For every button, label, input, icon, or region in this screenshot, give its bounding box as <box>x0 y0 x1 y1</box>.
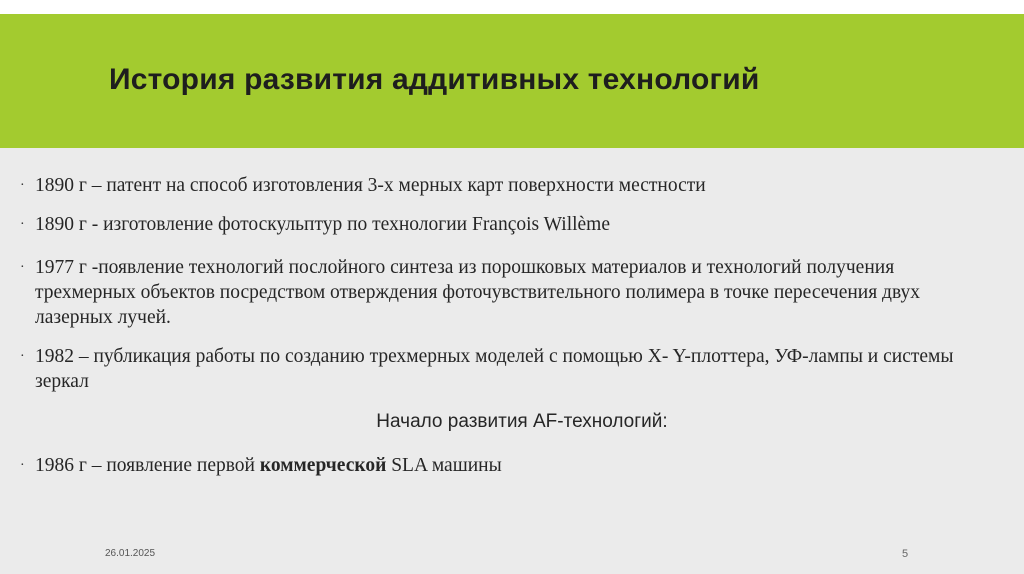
bullet-marker: · <box>20 260 25 275</box>
last-item-bold: коммерческой <box>259 455 387 476</box>
list-item-text <box>35 453 980 478</box>
subheading: Начало развития AF-технологий: <box>376 411 668 432</box>
list-item-text: 1890 г – патент на способ изготовления 3-х мерных карт поверхности местности <box>35 175 706 196</box>
list-item-text: 1982 – публикация работы по созданию трехмерных моделей с помощью X- Y-плоттера, УФ-лампы и системы зеркал <box>35 346 954 392</box>
page-number: 5 <box>902 548 909 560</box>
list-item-text: 1977 г -появление технологий послойного синтеза из порошковых материалов и технологий получения трехмерных объектов посредством отверждения фоточувствительного полимера в точке пересечения двух лазерных лучей. <box>35 257 921 328</box>
last-item-prefix: 1986 г – появление первой <box>35 455 260 476</box>
bullet-marker: · <box>20 178 25 193</box>
bullet-marker: · <box>20 217 25 232</box>
footer-date: 26.01.2025 <box>105 548 156 559</box>
bullet-marker: · <box>20 458 25 473</box>
top-stripe <box>0 0 1024 14</box>
list-item-text: 1890 г - изготовление фотоскульптур по технологии François Willème <box>35 214 611 235</box>
slide-title: История развития аддитивных технологий <box>109 63 760 96</box>
bullet-marker: · <box>20 349 25 364</box>
last-item-suffix: SLA машины <box>386 455 502 476</box>
